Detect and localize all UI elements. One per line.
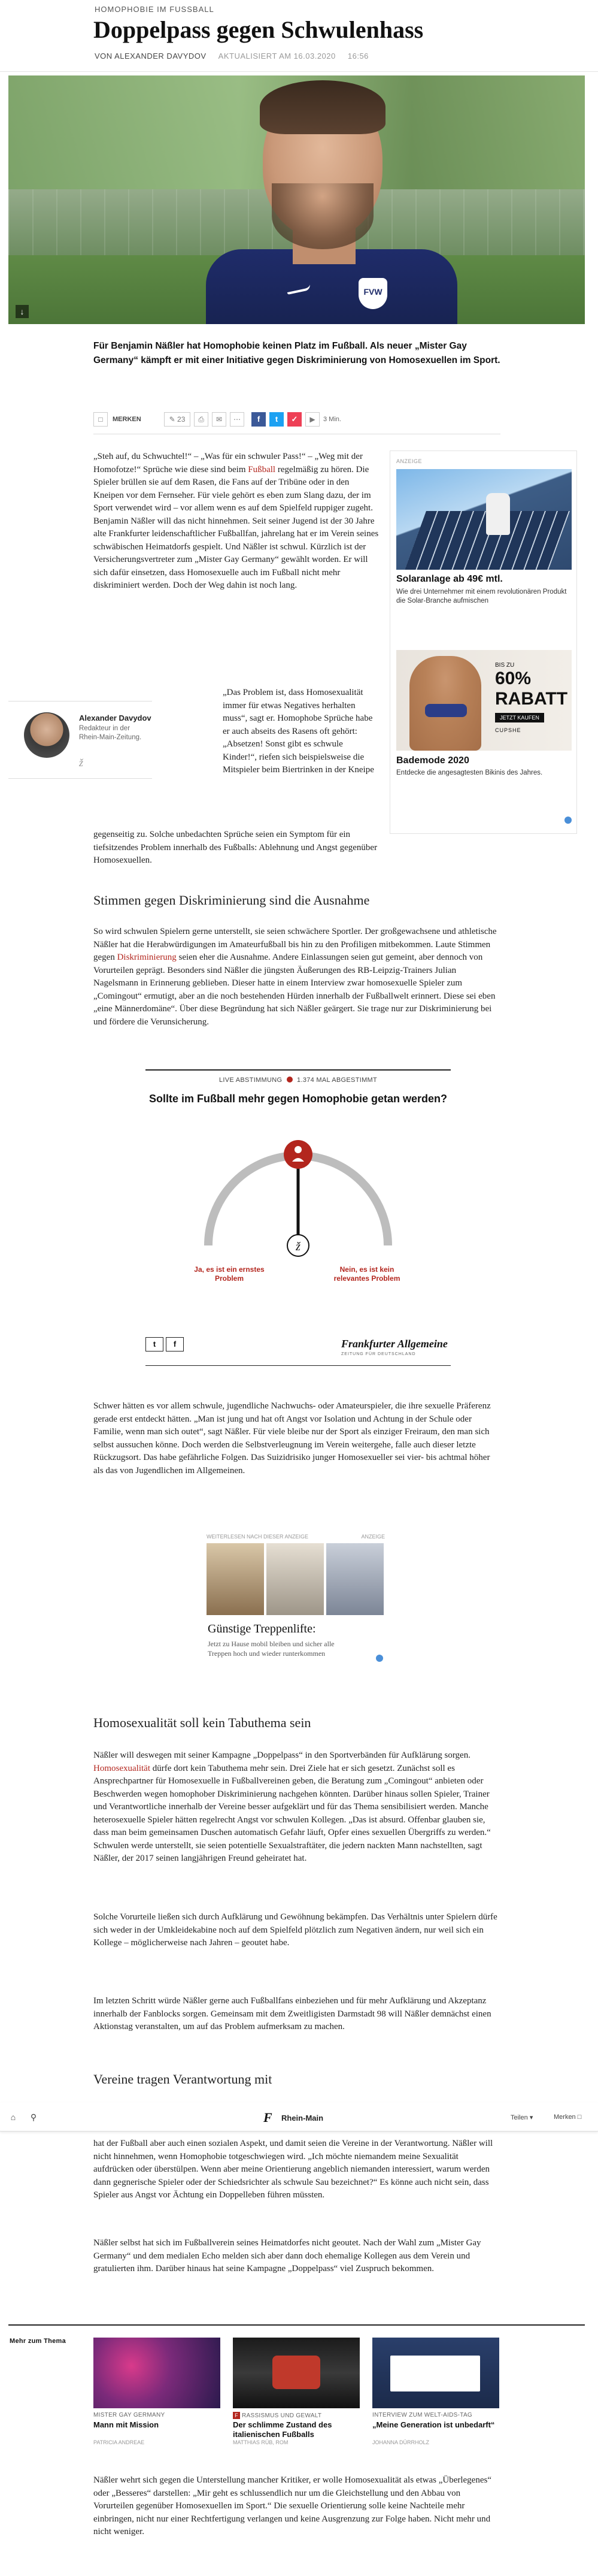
stairlift-photo-1 (207, 1543, 264, 1615)
promo-discount: 60% RABATT (495, 669, 568, 709)
paragraph-text: seien eher die Ausnahme. Andere Einlassungen seien gut gemeint, aber dennoch von Vorurteilen geprägt. Besonders sind Näßler die jüngsten Äußerungen des RB-Leipzig-Trainers Julian Nagelsmann in Erinnerung geblieben. Dieser hatte in einem Interview zwar homosexuelle Spieler zum „Comingout“ ermutigt, aber an die noch bestehenden Hürden innerhalb der Fußballwelt erinnert. Diese sei eben „eine Männerdomäne“. Über diese Begründung hat sich Näßler geärgert. Sie trage nur zur Diskriminierung bei und fördere die Verunsicherung. (93, 953, 496, 1027)
poll-answer-yes[interactable]: Ja, es ist ein ernstes Problem (194, 1265, 265, 1283)
page-title: Doppelpass gegen Schwulenhass (93, 16, 424, 43)
paragraph: Näßler wehrt sich gegen die Unterstellung mancher Kritiker, er wolle Homosexualität als etwas „Überlegenes“ oder „Besseres“ darstellen: „Mir geht es schlussendlich nur um die Gleichstellung und den Abbau von Vorurteilen gegenüber Homosexuellen im Sport.“ Die sexuelle Orientierung solle keine Nachteile mehr einbringen, nicht nur einer Rechtfertigung verlangen und keine Ausgrenzung zur Folge haben. Nicht mehr und nicht weniger. (93, 2475, 491, 2536)
article-header (0, 0, 598, 72)
author-name[interactable]: Alexander Davydov (79, 713, 151, 722)
ad-images[interactable] (207, 1543, 384, 1615)
poll-answer-no[interactable]: Nein, es ist kein relevantes Problem (333, 1265, 400, 1283)
related-kicker-text: RASSISMUS UND GEWALT (242, 2412, 322, 2419)
related-title[interactable]: „Meine Generation ist unbedarft“ (372, 2420, 495, 2429)
solar-ad-image[interactable] (396, 469, 572, 570)
poll-count: 1.374 MAL ABGESTIMMT (297, 1077, 378, 1084)
faz-plus-icon: F (233, 2412, 240, 2419)
article-kicker: HOMOPHOBIE IM FUSSBALL (95, 5, 214, 14)
related-thumbnail (93, 2338, 220, 2408)
share-button[interactable] (511, 2114, 533, 2121)
faz-logo[interactable]: F (263, 2110, 272, 2125)
ad-title[interactable]: Günstige Treppenlifte: (208, 1622, 316, 1635)
share-label: Teilen (511, 2114, 528, 2121)
read-time: 3 Min. (323, 416, 341, 423)
adchoices-icon[interactable] (376, 1655, 383, 1662)
paragraph-text: So wird schwulen Spielern gerne unterstellt, sie seien schwächere Sportler. Der großgewachsene und athletische Näßler hat die Herabwürdigungen im Amateurfußball bis hin zu den Profiligen mitbekommen. Laute Stimmen gegen (93, 927, 497, 962)
diskriminierung-link[interactable]: Diskriminierung (117, 953, 177, 962)
poll-live-label: LIVE ABSTIMMUNG (218, 1077, 283, 1084)
bookmark-label: Merken (554, 2114, 576, 2121)
bookmark-icon[interactable]: □ (93, 412, 108, 427)
faz-tagline: ZEITUNG FÜR DEUTSCHLAND (341, 1352, 416, 1356)
email-icon[interactable]: ✉ (212, 412, 226, 427)
section-heading: Homosexualität soll kein Tabuthema sein (93, 1715, 311, 1730)
section-name[interactable]: Rhein-Main (281, 2114, 324, 2123)
ad-label: WEITERLESEN NACH DIESER ANZEIGE (207, 1534, 309, 1540)
updated-date: AKTUALISIERT AM 16.03.2020 (218, 52, 336, 61)
ad-label: ANZEIGE (361, 1534, 385, 1540)
author-box[interactable] (8, 701, 152, 779)
twitter-icon[interactable]: t (269, 412, 284, 427)
related-thumbnail (233, 2338, 360, 2408)
player-portrait (206, 75, 457, 324)
related-kicker: INTERVIEW ZUM WELT-AIDS-TAG (372, 2412, 472, 2418)
sign-shape (390, 2356, 480, 2391)
related-title[interactable]: Der schlimme Zustand des italienischen Fußballs (233, 2420, 332, 2439)
related-card[interactable] (233, 2338, 360, 2445)
byline (95, 52, 369, 61)
facebook-icon[interactable]: f (166, 1337, 184, 1352)
ad-stairlift[interactable] (205, 1534, 385, 1683)
related-title[interactable]: Mann mit Mission (93, 2420, 159, 2429)
ad-text: Wie drei Unternehmer mit einem revolutionären Produkt die Solar-Branche aufmischen (396, 588, 567, 604)
article-teaser: Für Benjamin Näßler hat Homophobie keinen Platz im Fußball. Als neuer „Mister Gay Germany“ kämpft er mit einer Initiative gegen Diskriminierung von Homosexuellen im Sport. (93, 341, 500, 365)
ad-title[interactable]: Solaranlage ab 49€ mtl. (396, 574, 503, 584)
ad-sidebar[interactable] (390, 451, 577, 834)
author-link[interactable]: VON ALEXANDER DAVYDOV (95, 52, 207, 61)
share-bar (93, 407, 500, 431)
pocket-icon[interactable]: ✓ (287, 412, 302, 427)
bookmark-icon: □ (577, 2114, 582, 2121)
bikini (425, 704, 467, 717)
live-poll (145, 1069, 451, 1375)
related-author: PATRICIA ANDREAE (93, 2439, 145, 2445)
fussball-link[interactable]: Fußball (248, 464, 276, 474)
poll-status (145, 1077, 451, 1084)
paragraph: Solche Vorurteile ließen sich durch Aufklärung und Gewöhnung bekämpfen. Das Verhältnis unter Spielern dürfe sich weder in der Umkleidekabine noch auf dem Spielfeld plötzlich zum Negativen ändern, nur weil sich ein Kollege – möglicherweise nach Jahren – geoutet habe. (93, 1912, 497, 1948)
poll-question: Sollte im Fußball mehr gegen Homophobie getan werden? (148, 1093, 448, 1105)
poll-gauge (196, 1126, 400, 1269)
related-card[interactable] (93, 2338, 220, 2445)
gauge-hub-logo: ž (296, 1240, 300, 1253)
adchoices-icon[interactable] (564, 817, 572, 824)
faz-logo-icon: ž (79, 757, 84, 769)
related-author: MATTHIAS RÜB, ROM (233, 2439, 289, 2445)
bookmark-button[interactable]: MERKEN (113, 416, 141, 423)
paragraph: hat der Fußball aber auch einen sozialen Aspekt, und damit seien die Vereine in der Verantwortung. Näßler will nicht hinnehmen, wenn Homophobie totgeschwiegen wird. „Ich möchte niemandem meine Sexualität aufdrücken oder überstülpen. Wenn aber meine Orientierung angeblich niemanden interessiert, warum werden dann gegnerische Spieler oder der Schiedsrichter als schwule Sau bezeichnet?“ Es könne auch nicht sein, dass Spieler aus Angst vor Ächtung ein Doppelleben führen müssten. (93, 2139, 493, 2200)
poll-share (145, 1337, 186, 1352)
promo-prefix: BIS ZU (495, 662, 515, 669)
home-icon[interactable]: ⌂ (10, 2112, 16, 2122)
user-icon (295, 1146, 302, 1153)
facebook-icon[interactable]: f (251, 412, 266, 427)
related-author: JOHANNA DÜRRHOLZ (372, 2439, 430, 2445)
section-heading: Vereine tragen Verantwortung mit (93, 2072, 272, 2087)
faz-logo: Frankfurter Allgemeine (341, 1338, 448, 1350)
author-role: Redakteur in der Rhein-Main-Zeitung. (79, 725, 142, 741)
paragraph (93, 926, 500, 1029)
bikini-ad-image[interactable] (396, 650, 572, 751)
worker-figure (486, 493, 510, 535)
ad-text: Jetzt zu Hause mobil bleiben und sicher alle Treppen hoch und wieder runterkommen (208, 1640, 335, 1658)
comment-count: 23 (177, 415, 186, 424)
model-figure (409, 656, 481, 751)
paragraph-text: Näßler will deswegen mit seiner Kampagne „Doppelpass“ in den Sportverbänden für Aufklärung sorgen. (93, 1750, 470, 1760)
related-thumbnail (372, 2338, 499, 2408)
comments-button[interactable] (164, 412, 190, 427)
mask-shape (272, 2356, 320, 2389)
paragraph: Schwer hätten es vor allem schwule, jugendliche Nachwuchs- oder Amateurspieler, die ihre sexuelle Präferenz gerade erst entdeckt hätten. „Man ist jung und hat oft Angst vor Isolation und Achtung in der Schule oder Familie, wenn man sich outet“, sagt Näßler. Für viele bleibe nur der Sport als einziger Freiraum, den man sich selbst aussuchen könne. Doch werden die Selbstverleugnung im Verein weitergehe, falle auch dieser letzte Rückzugsort. Das habe gefährliche Folgen. Das Suizidrisiko junger Homosexueller sei vier- bis achtmal höher als das von Jugendlichen im Allgemeinen. (93, 1401, 491, 1476)
paragraph-text: regelmäßig zu hören. Die Spieler brüllen sie auf dem Rasen, die Fans auf der Tribüne oder in den Kneipen vor dem Fernseher. Für viele gehört es eben zum Slang dazu, der im Sport verwendet wird – vor allem wenn es auf dem Spielfeld ruppiger zugeht. Benjamin Näßler will das nicht hinnehmen. Seit seiner Jugend ist der 30 Jahre alte Frankfurter leidenschaftlicher Fußballfan, jahrelang hat er im Verein seines schwäbischen Heimatdorfs gespielt. Und Näßler ist schwul. Kürzlich ist der Versicherungsvertreter zum „Mister Gay Germany“ gewählt worden. Er will sich dafür einsetzen, dass Homosexuelle auch im Fußball nicht mehr diskriminiert werden. Doch der Weg dahin ist noch lang. (93, 464, 379, 590)
related-label: Mehr zum Thema (10, 2338, 66, 2345)
divider (145, 1365, 451, 1366)
paragraph: gegenseitig zu. Solche unbedachten Sprüche seien ein Symptom für ein tiefsitzendes Problem innerhalb des Fußballs: Ablehnung und Angst gegenüber Homosexuellen. (93, 830, 378, 865)
live-dot-icon (287, 1077, 293, 1083)
print-icon[interactable]: ⎙ (194, 412, 208, 427)
stairlift-photo-3 (326, 1543, 384, 1615)
avatar (24, 712, 69, 758)
player-hair (260, 80, 385, 134)
section-heading: Stimmen gegen Diskriminierung sind die Ausnahme (93, 893, 370, 908)
ad-text: Entdecke die angesagtesten Bikinis des Jahres. (396, 769, 543, 776)
paragraph-text: dürfe dort kein Tabuthema mehr sein. Drei Ziele hat er sich gesetzt. Zunächst soll es Ansprechpartner für Homosexuelle in Fußballvereinen geben, die Beratung zum „Comingout“ anbieten oder Beschwerden wegen homophober Diskriminierung nachgehen könnten. Darüber hinaus sollen Spieler, Trainer und Verantwortliche innerhalb der Vereine besser aufgeklärt und für das Thema sensibilisiert werden. Manche heterosexuelle Spieler hätten regelrecht Angst vor schwulen Kollegen. „Das ist absurd. Offenbar glauben sie, dass man beim gemeinsamen Duschen automatisch Gefahr läuft, Opfer eines sexuellen Übergriffs zu werden.“ Schwulen werde unterstellt, sie seien potentielle Sexualstraftäter, die jedern nackten Mann nachstellten, sagt Näßler, der 2017 seinen langjährigen Freund geheiratet hat. (93, 1763, 491, 1863)
audio-icon[interactable]: ▶ (305, 412, 320, 427)
club-badge: FVW (359, 278, 387, 309)
twitter-icon[interactable]: t (145, 1337, 163, 1352)
paragraph: „Das Problem ist, dass Homosexualität immer für etwas Negatives herhalten muss“, sagt er. Homophobe Sprüche habe er auch abseits des Rasens oft gehört: „Absetzen! Sonst gibt es schwule Kinder!“, riefen sich beispielsweise die Mitspieler beim Biertrinken in der Kneipe (223, 688, 374, 775)
promo-brand: CUPSHE (495, 727, 521, 733)
paragraph (93, 451, 381, 592)
search-icon[interactable]: ⚲ (30, 2112, 37, 2122)
related-card[interactable] (372, 2338, 499, 2445)
paragraph-text: „Steh auf, du Schwuchtel!“ – „Was für ein schwuler Pass!“ – „Weg mit der Homofotze!“ Sprüche wie diese sind beim (93, 452, 363, 474)
comment-icon: ✎ (169, 415, 175, 424)
paragraph: Im letzten Schritt würde Näßler gerne auch Fußballfans einbeziehen und für mehr Aufklärung und Akzeptanz innerhalb der Fanblocks sorgen. Gemeinsam mit dem Zweitligisten Darmstadt 98 will Näßler demnächst einen Aktionstag veranstalten, um auf das Problem aufmerksam zu machen. (93, 1996, 491, 2031)
hero-image (8, 75, 585, 324)
shop-button[interactable]: JETZT KAUFEN (495, 713, 544, 722)
player-beard (272, 183, 374, 249)
related-articles (8, 2324, 585, 2444)
sticky-nav (0, 2103, 598, 2131)
related-kicker (233, 2412, 321, 2419)
homosexualitaet-link[interactable]: Homosexualität (93, 1763, 150, 1773)
ad-label: ANZEIGE (396, 458, 423, 464)
paragraph: Näßler selbst hat sich im Fußballverein seines Heimatdorfes nicht geoutet. Nach der Wahl zum „Mister Gay Germany“ und dem medialen Echo melden sich aber dann doch ehemalige Kollegen aus dem Verein und gratulierten ihm. Darüber hinaus hat seine Kampagne „Doppelpass“ viel Zuspruch bekommen. (93, 2238, 481, 2273)
stairlift-photo-2 (266, 1543, 324, 1615)
chevron-down-icon: ▾ (529, 2114, 533, 2121)
promo-box (495, 662, 568, 733)
vote-button[interactable] (284, 1140, 312, 1169)
ad-title[interactable]: Bademode 2020 (396, 755, 469, 766)
download-icon[interactable]: ↓ (16, 305, 29, 318)
more-share-icon[interactable]: ⋯ (230, 412, 244, 427)
bookmark-button[interactable] (554, 2114, 581, 2121)
updated-time: 16:56 (347, 52, 369, 61)
related-kicker: MISTER GAY GERMANY (93, 2412, 165, 2418)
paragraph (93, 1749, 500, 1866)
